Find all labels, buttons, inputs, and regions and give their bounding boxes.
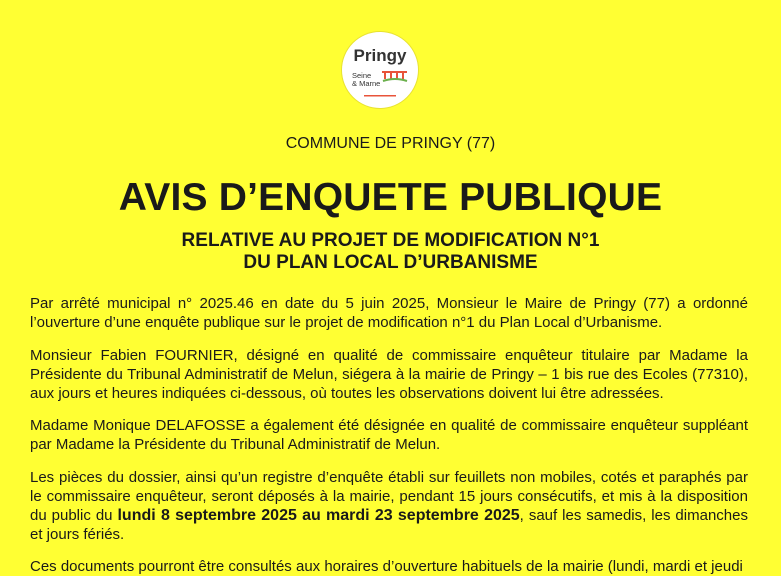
subtitle-line-2: DU PLAN LOCAL D’URBANISME (243, 252, 538, 273)
paragraph-arrete: Par arrêté municipal n° 2025.46 en date du 5 juin 2025, Monsieur le Maire de Pringy (77) a ordonné l’ouverture d’une enquête publique sur le projet de modification n°1 du Plan Local d’Urbanisme. (30, 295, 748, 331)
paragraph-dossier-text-1: Les pièces du dossier, ainsi qu’un registre d’enquête établi sur feuillets non mobiles, cotés et paraphés par le commissaire enquêteur, seront déposés à la mairie, pendant 15 jours consécutifs, et mis à la disposition du public du (30, 469, 748, 524)
commune-heading: COMMUNE DE PRINGY (77) (285, 135, 496, 152)
pringy-logo (342, 32, 418, 108)
logo-region-line1: Seine (352, 71, 372, 80)
logo-title: Pringy (353, 46, 407, 65)
paragraph-commissaire: Monsieur Fabien FOURNIER, désigné en qualité de commissaire enquêteur titulaire par Madame la Présidente du Tribunal Administratif de Melun, siégera à la mairie de Pringy – 1 bis rue des Ecoles (77310), aux jours et heures indiquées ci-dessous, où toutes les observations doivent lui être adressées. (30, 347, 748, 402)
paragraph-consultation: Ces documents pourront être consultés aux horaires d’ouverture habituels de la mairie (lundi, mardi et jeudi (30, 558, 743, 575)
enquiry-dates: lundi 8 septembre 2025 au mardi 23 septembre 2025 (117, 507, 520, 524)
paragraph-dossier-text-2: , sauf les samedis, les dimanches et jours fériés. (30, 507, 748, 543)
logo-region (352, 72, 380, 88)
subtitle-line-1: RELATIVE AU PROJET DE MODIFICATION N°1 (181, 230, 600, 251)
page-title: AVIS D’ENQUETE PUBLIQUE (118, 176, 663, 219)
logo-bridge-icon (381, 69, 409, 83)
logo-underline-icon (364, 94, 396, 98)
paragraph-dossier (30, 468, 748, 544)
paragraph-suppleant: Madame Monique DELAFOSSE a également été désignée en qualité de commissaire enquêteur suppléant par Madame la Présidente du Tribunal Administratif de Melun. (30, 417, 748, 453)
logo-region-line2: & Marne (352, 79, 381, 88)
